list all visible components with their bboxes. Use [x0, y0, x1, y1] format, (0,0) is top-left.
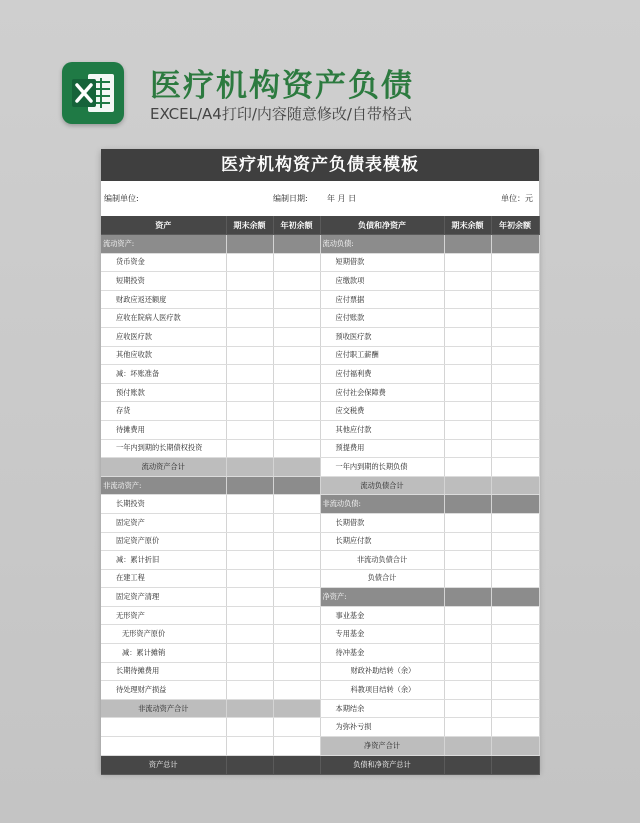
cell[interactable]	[226, 606, 273, 625]
cell[interactable]	[444, 699, 491, 718]
unit-label: 编制单位:	[104, 194, 139, 203]
cell[interactable]	[226, 662, 273, 681]
cell[interactable]	[444, 365, 491, 384]
liability-label: 预收医疗款	[320, 327, 444, 346]
liability-label: 一年内到期的长期负债	[320, 458, 444, 477]
cell[interactable]	[273, 365, 320, 384]
cell[interactable]	[444, 551, 491, 570]
liability-label: 应付社会保障费	[320, 383, 444, 402]
cell[interactable]	[273, 327, 320, 346]
cell[interactable]	[226, 253, 273, 272]
table-row	[101, 420, 539, 439]
sheet-title: 医疗机构资产负债表模板	[101, 149, 539, 181]
cell[interactable]	[226, 532, 273, 551]
cell[interactable]	[491, 569, 539, 588]
cell[interactable]	[273, 625, 320, 644]
table-row	[101, 718, 539, 737]
cell[interactable]	[444, 513, 491, 532]
cell[interactable]	[273, 383, 320, 402]
footer-row	[101, 755, 539, 774]
col-header-begin-balance-2: 年初余额	[491, 216, 539, 235]
cell[interactable]	[491, 346, 539, 365]
cell[interactable]	[273, 272, 320, 291]
cell	[444, 235, 491, 254]
cell[interactable]	[491, 718, 539, 737]
asset-label: 长期待摊费用	[101, 662, 226, 681]
table-row	[101, 551, 539, 570]
cell[interactable]	[226, 551, 273, 570]
cell[interactable]	[226, 402, 273, 421]
table-row	[101, 699, 539, 718]
cell[interactable]	[444, 662, 491, 681]
asset-label: 财政应返还额度	[101, 290, 226, 309]
asset-label: 减：坏账准备	[101, 365, 226, 384]
table-row	[101, 662, 539, 681]
cell[interactable]	[444, 606, 491, 625]
asset-label: 待摊费用	[101, 420, 226, 439]
asset-label: 货币资金	[101, 253, 226, 272]
cell[interactable]	[491, 309, 539, 328]
cell[interactable]	[444, 290, 491, 309]
asset-label: 减：累计折旧	[101, 551, 226, 570]
cell[interactable]	[273, 755, 320, 774]
cell[interactable]	[226, 290, 273, 309]
total-liabilities-label: 负债和净资产总计	[320, 755, 444, 774]
table-row	[101, 681, 539, 700]
cell[interactable]	[226, 420, 273, 439]
cell[interactable]	[226, 569, 273, 588]
asset-label: 减：累计摊销	[101, 644, 226, 663]
liability-label: 流动负债:	[320, 235, 444, 254]
cell[interactable]	[273, 718, 320, 737]
cell[interactable]	[491, 532, 539, 551]
cell[interactable]	[273, 681, 320, 700]
cell[interactable]	[444, 532, 491, 551]
cell[interactable]	[444, 383, 491, 402]
cell[interactable]	[444, 458, 491, 477]
asset-label: 流动资产:	[101, 235, 226, 254]
cell[interactable]	[226, 513, 273, 532]
asset-label: 固定资产	[101, 513, 226, 532]
cell[interactable]	[491, 755, 539, 774]
liability-label: 非流动负债合计	[320, 551, 444, 570]
asset-label: 应收在院病人医疗款	[101, 309, 226, 328]
cell	[444, 495, 491, 514]
liability-label: 科教项目结转（余）	[320, 681, 444, 700]
cell[interactable]	[273, 662, 320, 681]
cell[interactable]	[444, 625, 491, 644]
table-row	[101, 606, 539, 625]
liability-label: 长期借款	[320, 513, 444, 532]
liability-label: 应付福利费	[320, 365, 444, 384]
cell[interactable]	[444, 420, 491, 439]
cell[interactable]	[444, 402, 491, 421]
asset-label: 无形资产	[101, 606, 226, 625]
cell[interactable]	[491, 662, 539, 681]
table-row	[101, 346, 539, 365]
cell[interactable]	[491, 681, 539, 700]
cell[interactable]	[226, 458, 273, 477]
cell[interactable]	[444, 476, 491, 495]
table-row	[101, 532, 539, 551]
liability-label: 为弥补亏损	[320, 718, 444, 737]
cell[interactable]	[273, 551, 320, 570]
asset-label: 无形资产原价	[101, 625, 226, 644]
page-title: 医疗机构资产负债	[150, 68, 414, 104]
cell	[491, 588, 539, 607]
excel-logo-icon	[62, 62, 124, 124]
cell[interactable]	[491, 551, 539, 570]
asset-label: 在建工程	[101, 569, 226, 588]
cell[interactable]	[226, 737, 273, 756]
cell[interactable]	[491, 737, 539, 756]
table-row	[101, 235, 539, 254]
col-header-end-balance: 期末余额	[226, 216, 273, 235]
asset-label: 流动资产合计	[101, 458, 226, 477]
cell[interactable]	[273, 309, 320, 328]
cell[interactable]	[444, 253, 491, 272]
liability-label: 专用基金	[320, 625, 444, 644]
table-row	[101, 327, 539, 346]
table-row	[101, 588, 539, 607]
liability-label: 事业基金	[320, 606, 444, 625]
cell[interactable]	[444, 755, 491, 774]
liability-label: 财政补助结转（余）	[320, 662, 444, 681]
liability-label: 本期结余	[320, 699, 444, 718]
total-assets-label: 资产总计	[101, 755, 226, 774]
table-row	[101, 272, 539, 291]
cell[interactable]	[226, 439, 273, 458]
cell[interactable]	[491, 699, 539, 718]
asset-label	[101, 718, 226, 737]
cell[interactable]	[491, 476, 539, 495]
cell	[226, 235, 273, 254]
liability-label: 应缴款项	[320, 272, 444, 291]
cell[interactable]	[273, 569, 320, 588]
table-row	[101, 383, 539, 402]
table-row	[101, 569, 539, 588]
cell	[491, 495, 539, 514]
cell	[273, 235, 320, 254]
sheet-meta	[101, 181, 539, 216]
asset-label: 长期投资	[101, 495, 226, 514]
asset-label: 固定资产清理	[101, 588, 226, 607]
date-label: 编制日期:	[273, 194, 308, 203]
cell[interactable]	[491, 272, 539, 291]
liability-label: 净资产合计	[320, 737, 444, 756]
cell[interactable]	[226, 625, 273, 644]
cell[interactable]	[273, 699, 320, 718]
cell[interactable]	[273, 495, 320, 514]
cell[interactable]	[491, 327, 539, 346]
asset-label: 存货	[101, 402, 226, 421]
liability-label: 短期借款	[320, 253, 444, 272]
liability-label: 应付票据	[320, 290, 444, 309]
asset-label: 一年内到期的长期债权投资	[101, 439, 226, 458]
cell[interactable]	[444, 737, 491, 756]
cell[interactable]	[226, 718, 273, 737]
cell[interactable]	[491, 290, 539, 309]
cell[interactable]	[226, 327, 273, 346]
cell[interactable]	[226, 383, 273, 402]
liability-label: 应交税费	[320, 402, 444, 421]
cell[interactable]	[444, 439, 491, 458]
liability-label: 净资产:	[320, 588, 444, 607]
liability-label: 其他应付款	[320, 420, 444, 439]
cell[interactable]	[226, 365, 273, 384]
table-row	[101, 309, 539, 328]
asset-label: 固定资产原价	[101, 532, 226, 551]
cell[interactable]	[491, 458, 539, 477]
table-row	[101, 644, 539, 663]
table-row	[101, 439, 539, 458]
cell[interactable]	[273, 532, 320, 551]
liability-label: 应付账款	[320, 309, 444, 328]
asset-label: 短期投资	[101, 272, 226, 291]
asset-label: 非流动资产合计	[101, 699, 226, 718]
table-row	[101, 290, 539, 309]
cell[interactable]	[444, 309, 491, 328]
liability-label: 非流动负债:	[320, 495, 444, 514]
asset-label: 非流动资产:	[101, 476, 226, 495]
currency-label: 单位：元	[501, 194, 533, 203]
table-row	[101, 513, 539, 532]
table-row	[101, 625, 539, 644]
cell[interactable]	[491, 644, 539, 663]
asset-label: 应收医疗款	[101, 327, 226, 346]
table-row	[101, 737, 539, 756]
cell[interactable]	[226, 755, 273, 774]
cell	[444, 588, 491, 607]
table-row	[101, 495, 539, 514]
cell[interactable]	[444, 569, 491, 588]
header-row	[101, 216, 539, 235]
cell[interactable]	[491, 253, 539, 272]
cell[interactable]	[226, 346, 273, 365]
table-row	[101, 402, 539, 421]
asset-label	[101, 737, 226, 756]
cell[interactable]	[491, 420, 539, 439]
liability-label: 预提费用	[320, 439, 444, 458]
cell[interactable]	[273, 439, 320, 458]
balance-table	[101, 216, 540, 775]
cell[interactable]	[273, 253, 320, 272]
cell[interactable]	[491, 513, 539, 532]
cell[interactable]	[444, 681, 491, 700]
cell[interactable]	[226, 272, 273, 291]
asset-label: 待处理财产损益	[101, 681, 226, 700]
cell[interactable]	[273, 588, 320, 607]
cell[interactable]	[273, 513, 320, 532]
cell[interactable]	[226, 699, 273, 718]
table-row	[101, 365, 539, 384]
table-row	[101, 476, 539, 495]
table-row	[101, 458, 539, 477]
cell[interactable]	[226, 588, 273, 607]
asset-label: 预付账款	[101, 383, 226, 402]
cell[interactable]	[491, 402, 539, 421]
cell[interactable]	[444, 327, 491, 346]
cell[interactable]	[273, 458, 320, 477]
cell	[491, 235, 539, 254]
cell[interactable]	[226, 495, 273, 514]
cell[interactable]	[491, 606, 539, 625]
cell[interactable]	[444, 718, 491, 737]
cell[interactable]	[226, 309, 273, 328]
cell[interactable]	[491, 439, 539, 458]
cell[interactable]	[273, 420, 320, 439]
cell[interactable]	[226, 644, 273, 663]
cell[interactable]	[444, 272, 491, 291]
cell[interactable]	[273, 346, 320, 365]
col-header-liabilities: 负债和净资产	[320, 216, 444, 235]
liability-label: 待冲基金	[320, 644, 444, 663]
liability-label: 应付职工薪酬	[320, 346, 444, 365]
asset-label: 其他应收款	[101, 346, 226, 365]
col-header-begin-balance: 年初余额	[273, 216, 320, 235]
page-subtitle: EXCEL/A4打印/内容随意修改/自带格式	[150, 105, 412, 123]
table-row	[101, 253, 539, 272]
col-header-end-balance-2: 期末余额	[444, 216, 491, 235]
liability-label: 长期应付款	[320, 532, 444, 551]
cell[interactable]	[444, 346, 491, 365]
liability-label: 负债合计	[320, 569, 444, 588]
cell[interactable]	[273, 644, 320, 663]
date-value: 年 月 日	[327, 194, 357, 203]
cell[interactable]	[226, 681, 273, 700]
cell	[273, 476, 320, 495]
col-header-assets: 资产	[101, 216, 226, 235]
liability-label: 流动负债合计	[320, 476, 444, 495]
balance-sheet	[101, 149, 539, 772]
cell[interactable]	[491, 625, 539, 644]
cell[interactable]	[491, 383, 539, 402]
cell[interactable]	[273, 290, 320, 309]
cell[interactable]	[273, 606, 320, 625]
cell[interactable]	[444, 644, 491, 663]
cell	[226, 476, 273, 495]
cell[interactable]	[491, 365, 539, 384]
cell[interactable]	[273, 737, 320, 756]
cell[interactable]	[273, 402, 320, 421]
